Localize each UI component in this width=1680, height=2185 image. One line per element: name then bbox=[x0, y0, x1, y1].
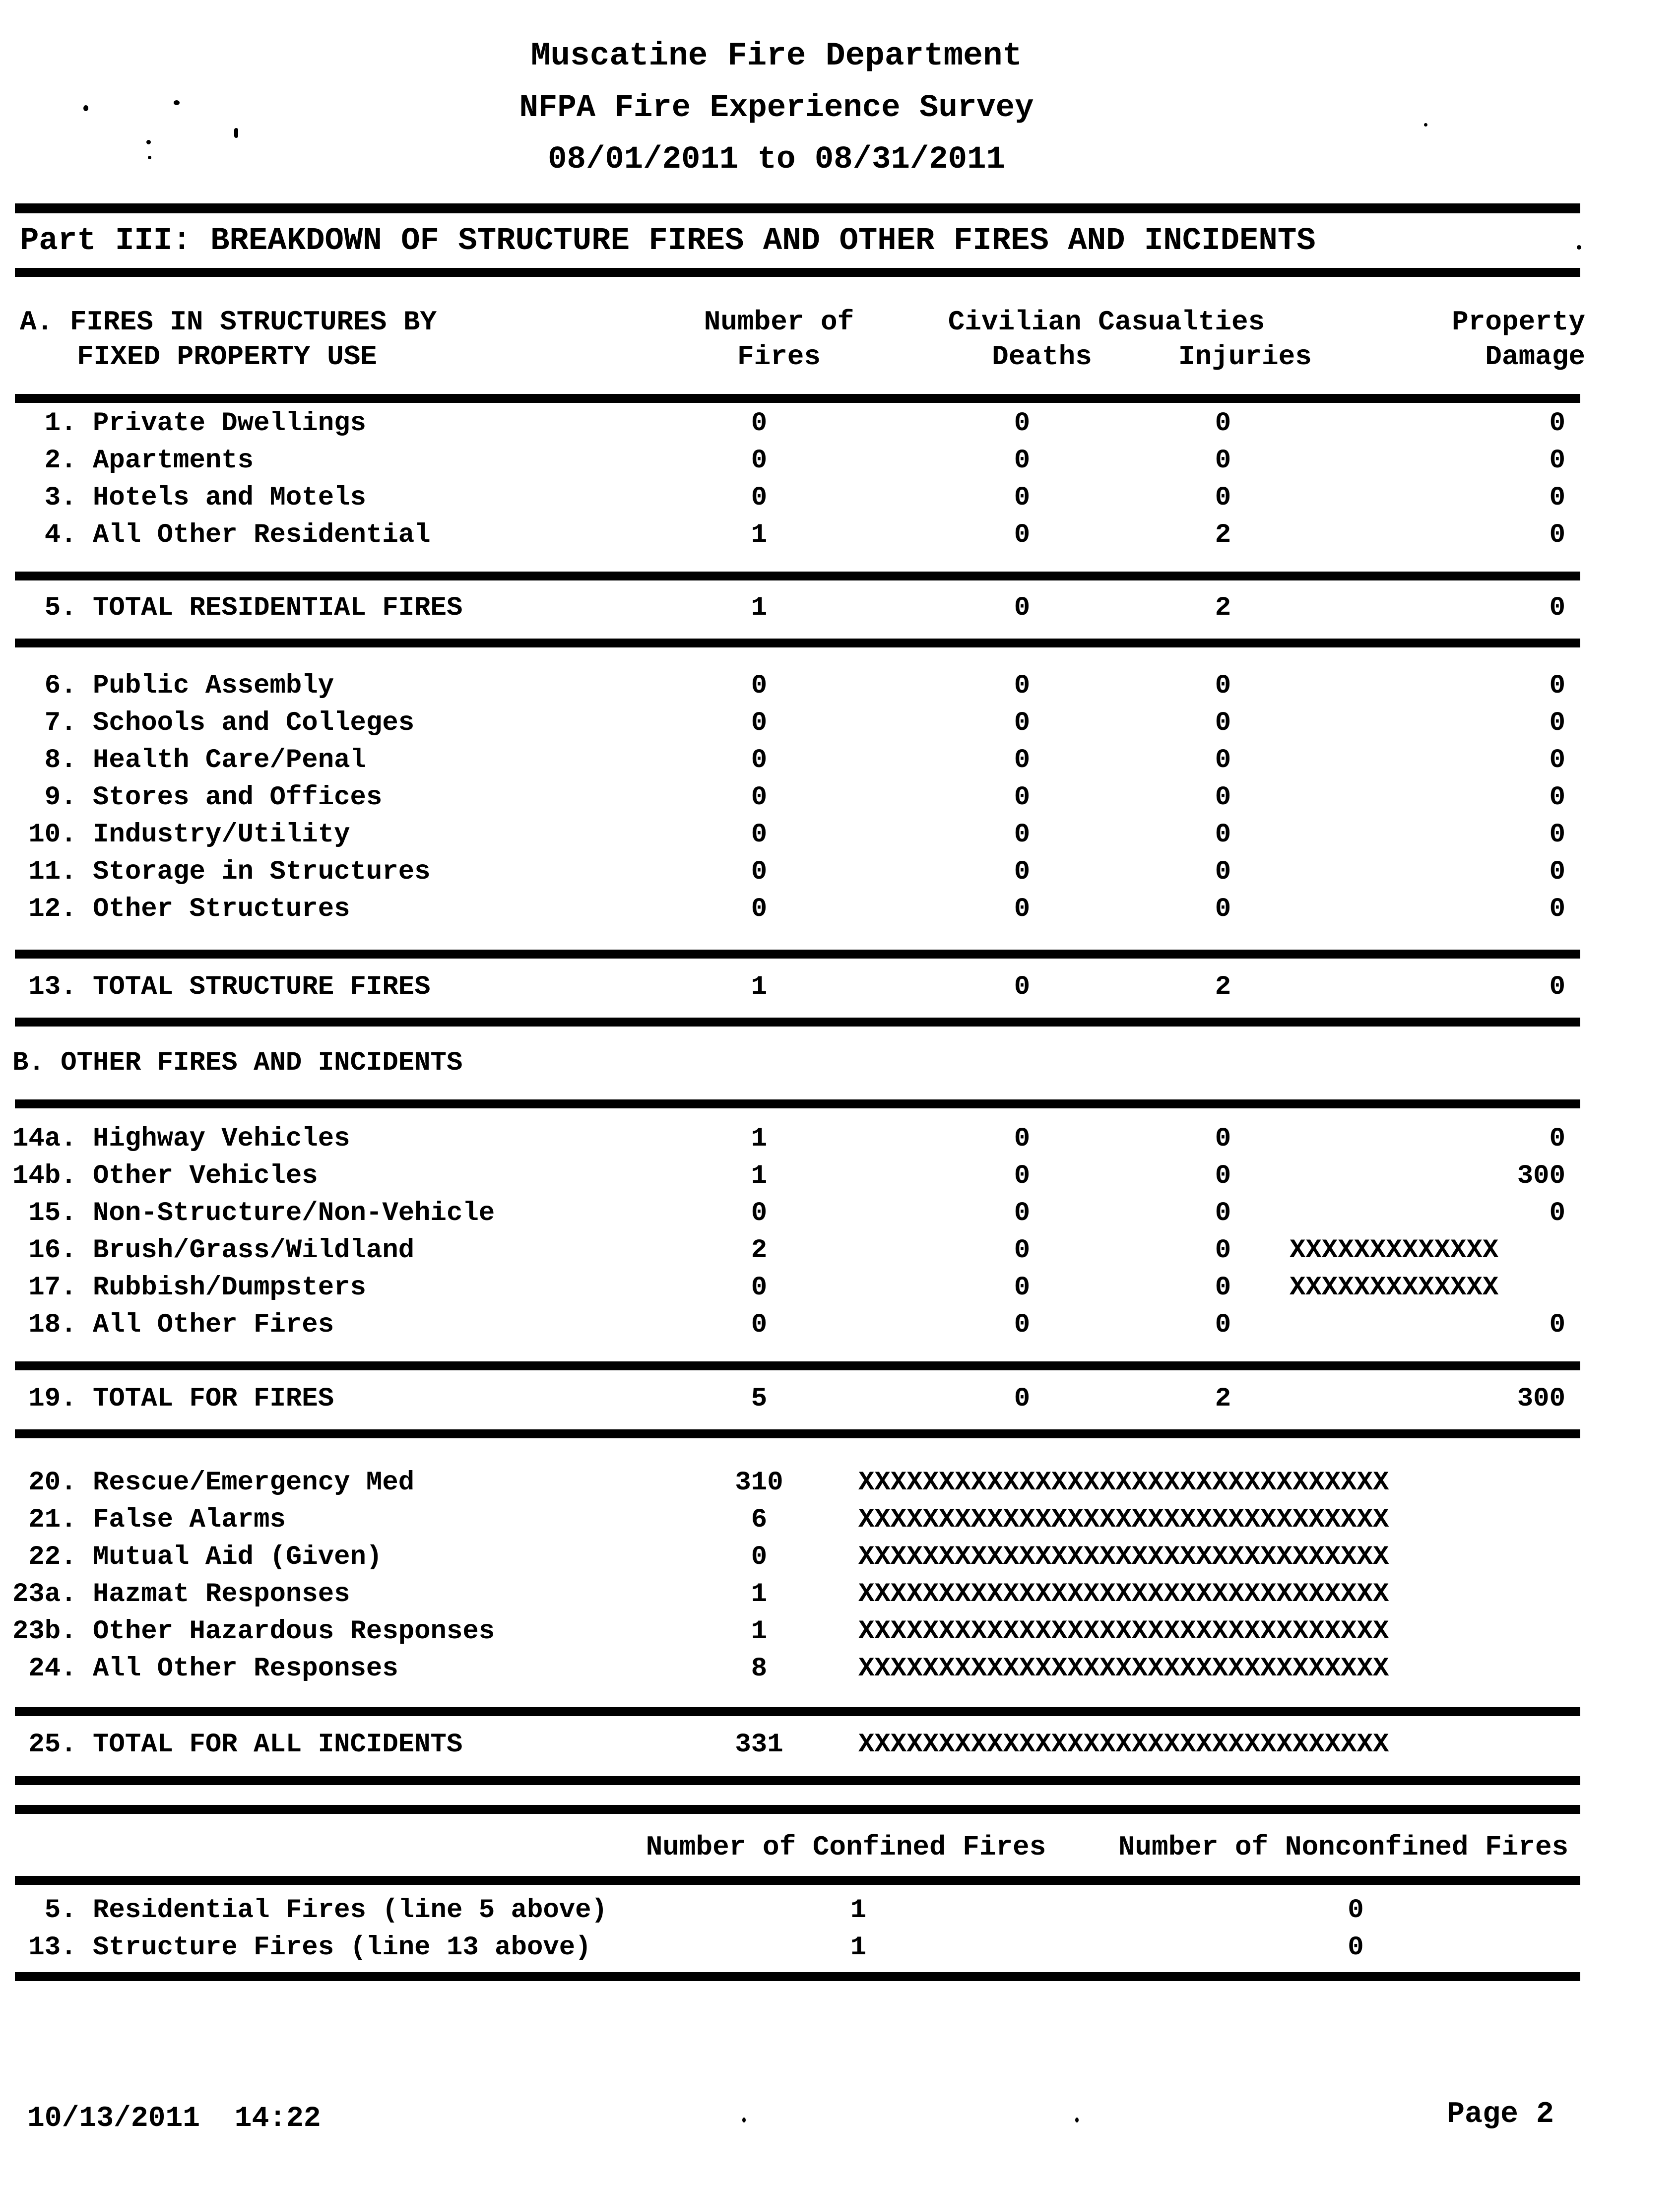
injuries-value: 0 bbox=[1215, 894, 1231, 924]
table-row bbox=[0, 1232, 1680, 1269]
nonconfined-value: 0 bbox=[1348, 1895, 1364, 1926]
row-label: 13. TOTAL STRUCTURE FIRES bbox=[12, 972, 431, 1002]
row-label: 7. Schools and Colleges bbox=[12, 708, 415, 738]
deaths-column-header: Deaths bbox=[992, 341, 1092, 373]
not-applicable-mask: XXXXXXXXXXXXXXXXXXXXXXXXXXXXXXXXX bbox=[858, 1542, 1389, 1572]
nonconfined-column-header: Number of Nonconfined Fires bbox=[1118, 1831, 1569, 1863]
table-row bbox=[0, 667, 1680, 705]
injuries-value: 0 bbox=[1215, 483, 1231, 513]
part-heading: Part III: BREAKDOWN OF STRUCTURE FIRES AND OTHER FIRES AND INCIDENTS bbox=[20, 223, 1316, 259]
fires-value: 0 bbox=[751, 708, 768, 738]
injuries-value: 0 bbox=[1215, 857, 1231, 887]
column-header-text: Civilian Casualties bbox=[948, 306, 1265, 338]
injuries-value: 0 bbox=[1215, 745, 1231, 775]
footer-page-number: Page 2 bbox=[1446, 2098, 1554, 2131]
not-applicable-mask: XXXXXXXXXXXXXXXXXXXXXXXXXXXXXXXXX bbox=[858, 1616, 1389, 1647]
table-row bbox=[0, 479, 1680, 516]
damage-value: 0 bbox=[1549, 1124, 1565, 1154]
deaths-value: 0 bbox=[1014, 1273, 1031, 1303]
row-label: 5. TOTAL RESIDENTIAL FIRES bbox=[12, 593, 463, 623]
row-label: 25. TOTAL FOR ALL INCIDENTS bbox=[12, 1730, 463, 1760]
column-header-text: Property bbox=[1452, 306, 1585, 338]
column-header-text: Damage bbox=[1485, 341, 1585, 373]
table-row bbox=[0, 1195, 1680, 1232]
table-row bbox=[0, 816, 1680, 853]
damage-value: XXXXXXXXXXXXX bbox=[1290, 1273, 1499, 1303]
table-row bbox=[0, 1157, 1680, 1195]
row-label: 15. Non-Structure/Non-Vehicle bbox=[12, 1198, 495, 1228]
other-fires-rows bbox=[0, 1120, 1680, 1344]
fires-value: 0 bbox=[751, 894, 768, 924]
deaths-value: 0 bbox=[1014, 782, 1031, 813]
column-header-text: Number of bbox=[704, 306, 854, 338]
not-applicable-mask: XXXXXXXXXXXXXXXXXXXXXXXXXXXXXXXXX bbox=[858, 1468, 1389, 1498]
row-label: 21. False Alarms bbox=[12, 1505, 286, 1535]
damage-value: 0 bbox=[1549, 1198, 1565, 1228]
deaths-value: 0 bbox=[1014, 972, 1031, 1002]
column-header-text: A. FIRES IN STRUCTURES BY bbox=[20, 306, 437, 338]
damage-value: XXXXXXXXXXXXX bbox=[1290, 1235, 1499, 1266]
table-row bbox=[0, 1269, 1680, 1306]
damage-value: 0 bbox=[1549, 1310, 1565, 1340]
table-row bbox=[0, 968, 1680, 1006]
row-label: 23b. Other Hazardous Responses bbox=[12, 1616, 495, 1647]
deaths-value: 0 bbox=[1014, 671, 1031, 701]
fires-value: 0 bbox=[751, 1273, 768, 1303]
deaths-value: 0 bbox=[1014, 408, 1031, 439]
deaths-value: 0 bbox=[1014, 1235, 1031, 1266]
deaths-value: 0 bbox=[1014, 520, 1031, 550]
deaths-value: 0 bbox=[1014, 446, 1031, 476]
confined-fires-rows bbox=[0, 1892, 1680, 1966]
not-applicable-mask: XXXXXXXXXXXXXXXXXXXXXXXXXXXXXXXXX bbox=[858, 1579, 1389, 1609]
deaths-value: 0 bbox=[1014, 1161, 1031, 1191]
divider-rule bbox=[15, 1972, 1580, 1981]
total-residential-row bbox=[0, 589, 1680, 627]
row-label: 11. Storage in Structures bbox=[12, 857, 431, 887]
table-row bbox=[0, 1613, 1680, 1650]
row-label: 3. Hotels and Motels bbox=[12, 483, 366, 513]
deaths-value: 0 bbox=[1014, 857, 1031, 887]
fires-value: 0 bbox=[751, 745, 768, 775]
fires-value: 1 bbox=[751, 972, 768, 1002]
nonresidential-fires-rows bbox=[0, 667, 1680, 928]
fires-value: 0 bbox=[751, 671, 768, 701]
fires-value: 2 bbox=[751, 1235, 768, 1266]
fires-value: 0 bbox=[751, 857, 768, 887]
divider-rule bbox=[15, 639, 1580, 647]
table-row bbox=[0, 705, 1680, 742]
injuries-column-header: Injuries bbox=[1178, 341, 1312, 373]
row-label: 16. Brush/Grass/Wildland bbox=[12, 1235, 415, 1266]
divider-rule bbox=[15, 1805, 1580, 1814]
deaths-value: 0 bbox=[1014, 1124, 1031, 1154]
row-label: 23a. Hazmat Responses bbox=[12, 1579, 350, 1609]
scan-speck bbox=[1075, 2118, 1079, 2122]
divider-rule bbox=[15, 1018, 1580, 1027]
row-label: 12. Other Structures bbox=[12, 894, 350, 924]
incident-count: 1 bbox=[751, 1579, 768, 1609]
report-header bbox=[0, 0, 1553, 176]
table-row bbox=[0, 1464, 1680, 1501]
row-label: 9. Stores and Offices bbox=[12, 782, 383, 813]
damage-value: 300 bbox=[1517, 1161, 1565, 1191]
column-header-text: Fires bbox=[737, 341, 821, 373]
incident-count: 1 bbox=[751, 1616, 768, 1647]
incident-count: 310 bbox=[735, 1468, 783, 1498]
section-a-column-headers bbox=[0, 305, 1680, 374]
report-subtitle: NFPA Fire Experience Survey bbox=[519, 90, 1034, 126]
divider-rule bbox=[15, 1707, 1580, 1716]
deaths-value: 0 bbox=[1014, 708, 1031, 738]
column-header-text: FIXED PROPERTY USE bbox=[77, 341, 377, 373]
row-label: 8. Health Care/Penal bbox=[12, 745, 366, 775]
footer-timestamp: 10/13/2011 14:22 bbox=[27, 2103, 321, 2135]
injuries-value: 2 bbox=[1215, 520, 1231, 550]
fires-value: 1 bbox=[751, 1124, 768, 1154]
injuries-value: 0 bbox=[1215, 708, 1231, 738]
table-row bbox=[0, 1892, 1680, 1929]
fires-value: 1 bbox=[751, 520, 768, 550]
incident-count: 331 bbox=[735, 1730, 783, 1760]
deaths-value: 0 bbox=[1014, 593, 1031, 623]
divider-rule bbox=[15, 1361, 1580, 1370]
incident-count: 6 bbox=[751, 1505, 768, 1535]
scan-speck bbox=[742, 2118, 746, 2122]
fires-value: 0 bbox=[751, 483, 768, 513]
confined-value: 1 bbox=[850, 1932, 867, 1963]
row-label: 4. All Other Residential bbox=[12, 520, 431, 550]
date-range: 08/01/2011 to 08/31/2011 bbox=[548, 142, 1005, 178]
page-title: Muscatine Fire Department bbox=[530, 37, 1023, 74]
row-label: 10. Industry/Utility bbox=[12, 820, 350, 850]
injuries-value: 0 bbox=[1215, 1235, 1231, 1266]
table-row bbox=[0, 442, 1680, 479]
scan-speck bbox=[174, 100, 180, 105]
row-label: 20. Rescue/Emergency Med bbox=[12, 1468, 415, 1498]
table-row bbox=[0, 1539, 1680, 1576]
nonconfined-value: 0 bbox=[1348, 1932, 1364, 1963]
divider-rule bbox=[15, 203, 1580, 213]
not-applicable-mask: XXXXXXXXXXXXXXXXXXXXXXXXXXXXXXXXX bbox=[858, 1730, 1389, 1760]
divider-rule bbox=[15, 572, 1580, 580]
injuries-value: 0 bbox=[1215, 1161, 1231, 1191]
casualties-column-header bbox=[905, 305, 1312, 374]
table-row bbox=[0, 1576, 1680, 1613]
table-row bbox=[0, 405, 1680, 442]
row-label: 14b. Other Vehicles bbox=[12, 1161, 318, 1191]
row-label: 22. Mutual Aid (Given) bbox=[12, 1542, 383, 1572]
damage-value: 0 bbox=[1549, 745, 1565, 775]
table-row bbox=[0, 1726, 1680, 1763]
scan-speck bbox=[1577, 245, 1581, 250]
damage-value: 0 bbox=[1549, 593, 1565, 623]
injuries-value: 0 bbox=[1215, 820, 1231, 850]
fires-value: 0 bbox=[751, 408, 768, 439]
fires-value: 1 bbox=[751, 593, 768, 623]
table-row bbox=[0, 779, 1680, 816]
residential-fires-rows bbox=[0, 405, 1680, 554]
injuries-value: 2 bbox=[1215, 593, 1231, 623]
fires-value: 0 bbox=[751, 1310, 768, 1340]
incident-count: 0 bbox=[751, 1542, 768, 1572]
scan-speck bbox=[234, 128, 238, 138]
incident-rows bbox=[0, 1464, 1680, 1687]
deaths-value: 0 bbox=[1014, 894, 1031, 924]
spacer bbox=[0, 1829, 633, 1866]
deaths-value: 0 bbox=[1014, 745, 1031, 775]
total-fires-row bbox=[0, 1380, 1680, 1417]
fires-column-header bbox=[652, 305, 905, 374]
damage-value: 0 bbox=[1549, 446, 1565, 476]
table-row bbox=[0, 1380, 1680, 1417]
damage-value: 0 bbox=[1549, 408, 1565, 439]
table-row bbox=[0, 1501, 1680, 1539]
deaths-value: 0 bbox=[1014, 1198, 1031, 1228]
injuries-value: 2 bbox=[1215, 1384, 1231, 1414]
section-b-heading: B. OTHER FIRES AND INCIDENTS bbox=[12, 1048, 463, 1078]
row-label: 6. Public Assembly bbox=[12, 671, 334, 701]
table-row bbox=[0, 742, 1680, 779]
confined-value: 1 bbox=[850, 1895, 867, 1926]
damage-value: 0 bbox=[1549, 708, 1565, 738]
divider-rule bbox=[15, 1776, 1580, 1785]
damage-column-header bbox=[1307, 305, 1588, 374]
row-label: 18. All Other Fires bbox=[12, 1310, 334, 1340]
row-label: 19. TOTAL FOR FIRES bbox=[12, 1384, 334, 1414]
row-label: 13. Structure Fires (line 13 above) bbox=[12, 1932, 591, 1963]
deaths-value: 0 bbox=[1014, 1310, 1031, 1340]
fires-value: 5 bbox=[751, 1384, 768, 1414]
damage-value: 0 bbox=[1549, 483, 1565, 513]
injuries-value: 0 bbox=[1215, 1124, 1231, 1154]
row-label: 17. Rubbish/Dumpsters bbox=[12, 1273, 366, 1303]
scan-speck bbox=[146, 140, 151, 144]
category-column-header bbox=[0, 305, 652, 374]
injuries-value: 0 bbox=[1215, 446, 1231, 476]
damage-value: 0 bbox=[1549, 520, 1565, 550]
total-structure-row bbox=[0, 968, 1680, 1006]
fires-value: 1 bbox=[751, 1161, 768, 1191]
table-row bbox=[0, 1929, 1680, 1966]
scan-speck bbox=[1424, 123, 1427, 127]
injuries-value: 0 bbox=[1215, 782, 1231, 813]
divider-rule bbox=[15, 1876, 1580, 1885]
damage-value: 0 bbox=[1549, 894, 1565, 924]
injuries-value: 0 bbox=[1215, 408, 1231, 439]
injuries-value: 0 bbox=[1215, 671, 1231, 701]
scan-speck bbox=[83, 105, 88, 111]
not-applicable-mask: XXXXXXXXXXXXXXXXXXXXXXXXXXXXXXXXX bbox=[858, 1654, 1389, 1684]
total-incidents-row bbox=[0, 1726, 1680, 1763]
damage-value: 0 bbox=[1549, 820, 1565, 850]
row-label: 14a. Highway Vehicles bbox=[12, 1124, 350, 1154]
table-row bbox=[0, 589, 1680, 627]
damage-value: 0 bbox=[1549, 972, 1565, 1002]
deaths-value: 0 bbox=[1014, 1384, 1031, 1414]
confined-fires-column-headers bbox=[0, 1829, 1680, 1866]
row-label: 1. Private Dwellings bbox=[12, 408, 366, 439]
row-label: 2. Apartments bbox=[12, 446, 254, 476]
divider-rule bbox=[15, 1429, 1580, 1438]
confined-column-header: Number of Confined Fires bbox=[646, 1831, 1046, 1863]
damage-value: 300 bbox=[1517, 1384, 1565, 1414]
incident-count: 8 bbox=[751, 1654, 768, 1684]
table-row bbox=[0, 1650, 1680, 1687]
damage-value: 0 bbox=[1549, 782, 1565, 813]
divider-rule bbox=[15, 268, 1580, 277]
scan-speck bbox=[148, 156, 151, 159]
divider-rule bbox=[15, 1099, 1580, 1108]
row-label: 5. Residential Fires (line 5 above) bbox=[12, 1895, 607, 1926]
fires-value: 0 bbox=[751, 820, 768, 850]
fires-value: 0 bbox=[751, 1198, 768, 1228]
deaths-value: 0 bbox=[1014, 483, 1031, 513]
table-row bbox=[0, 1120, 1680, 1157]
damage-value: 0 bbox=[1549, 671, 1565, 701]
deaths-value: 0 bbox=[1014, 820, 1031, 850]
table-row bbox=[0, 853, 1680, 891]
divider-rule bbox=[15, 950, 1580, 959]
row-label: 24. All Other Responses bbox=[12, 1654, 398, 1684]
injuries-value: 0 bbox=[1215, 1310, 1231, 1340]
damage-value: 0 bbox=[1549, 857, 1565, 887]
not-applicable-mask: XXXXXXXXXXXXXXXXXXXXXXXXXXXXXXXXX bbox=[858, 1505, 1389, 1535]
injuries-value: 2 bbox=[1215, 972, 1231, 1002]
divider-rule bbox=[15, 394, 1580, 403]
table-row bbox=[0, 891, 1680, 928]
fires-value: 0 bbox=[751, 782, 768, 813]
injuries-value: 0 bbox=[1215, 1198, 1231, 1228]
fires-value: 0 bbox=[751, 446, 768, 476]
table-row bbox=[0, 516, 1680, 554]
table-row bbox=[0, 1306, 1680, 1344]
injuries-value: 0 bbox=[1215, 1273, 1231, 1303]
